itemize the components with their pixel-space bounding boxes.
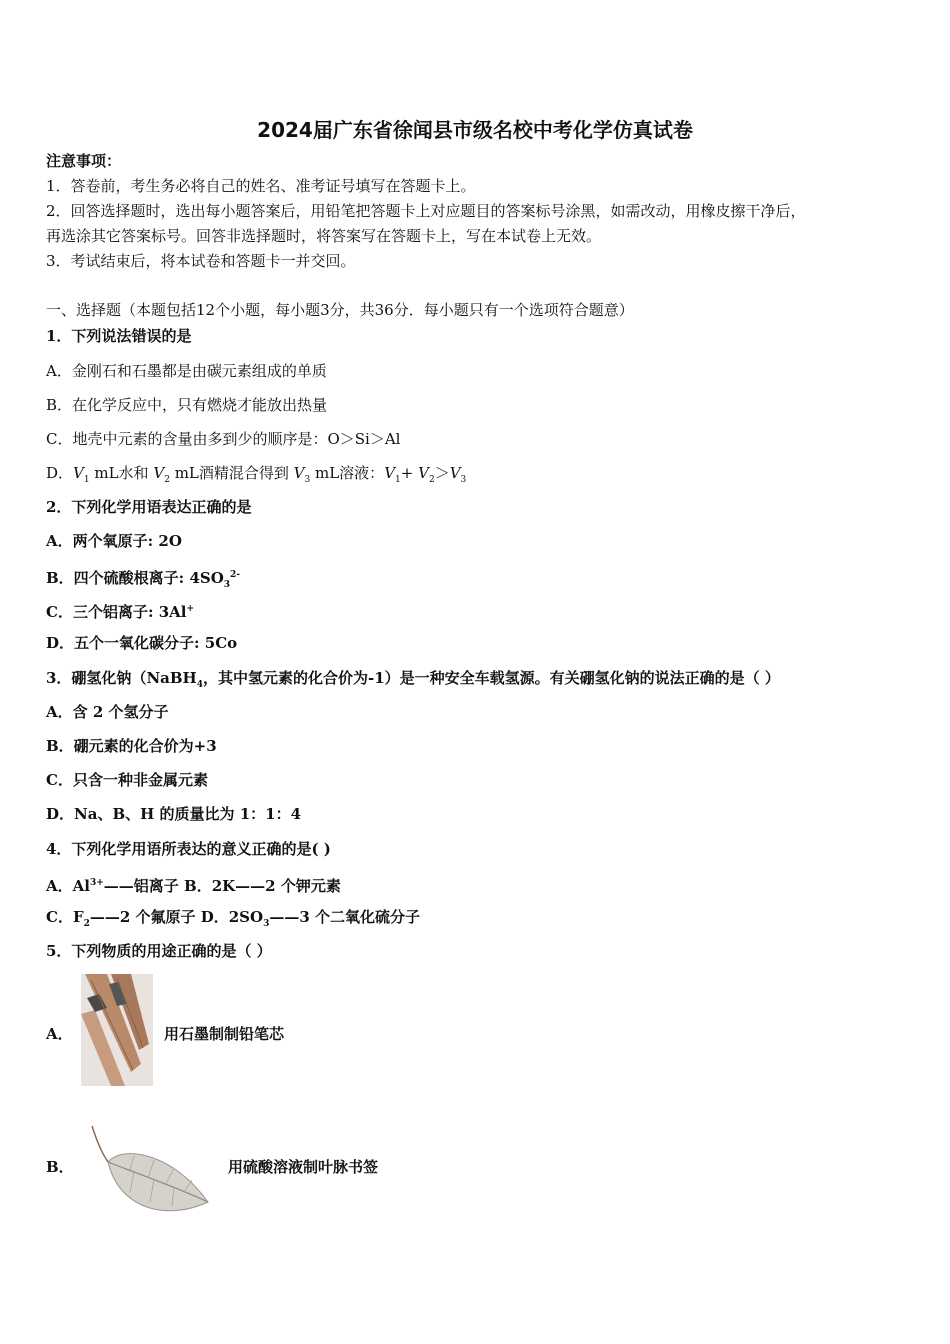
leaf-vein-image xyxy=(74,1124,214,1224)
q5-option-a-text: 用石墨制制铅笔芯 xyxy=(164,1025,285,1043)
q3-option-d: D．Na、B、H 的质量比为 1：1：4 xyxy=(46,805,302,823)
pencils-image xyxy=(81,974,153,1086)
q3-option-c: C．只含一种非金属元素 xyxy=(46,771,208,789)
q5-option-b-label: B． xyxy=(46,1158,74,1176)
q1-option-a: A．金刚石和石墨都是由碳元素组成的单质 xyxy=(46,362,327,380)
q1-option-c: C．地壳中元素的含量由多到少的顺序是：O＞Si＞Al xyxy=(46,430,401,448)
q5-stem: 5．下列物质的用途正确的是（ ） xyxy=(46,942,272,960)
notice-item-2: 2．回答选择题时，选出每小题答案后，用铅笔把答题卡上对应题目的答案标号涂黑，如需改动，用橡皮擦干净后， xyxy=(46,202,806,220)
q4-options-cd: C．$F_2——2$ 个氟原子 D．$2SO_3——3$ 个二氧化硫分子 xyxy=(46,908,421,929)
notice-item-3: 3．考试结束后，将本试卷和答题卡一并交回。 xyxy=(46,252,356,270)
q5-option-b-text: 用硫酸溶液制叶脉书签 xyxy=(228,1158,379,1176)
q1-option-b: B．在化学反应中，只有燃烧才能放出热量 xyxy=(46,396,328,414)
q3-option-b: B．硼元素的化合价为+3 xyxy=(46,737,217,755)
q1-stem: 1．下列说法错误的是 xyxy=(46,327,192,345)
q5-option-a-label: A． xyxy=(46,1025,73,1043)
q2-option-c: C．三个铝离子: 3Al+ xyxy=(46,603,195,621)
q2-option-d: D．五个一氧化碳分子: 5Co xyxy=(46,634,238,652)
q2-option-b: B．四个硫酸根离子: $4SO_3^{2-}$ xyxy=(46,569,241,590)
q1-option-d: D．$V_1$ mL水和 $V_2$ mL酒精混合得到 $V_3$ mL溶液：$V_1+ V_2>V_3$ xyxy=(46,464,467,485)
notice-item-1: 1．答卷前，考生务必将自己的姓名、准考证号填写在答题卡上。 xyxy=(46,177,476,195)
notice-item-2-cont: 再选涂其它答案标号。回答非选择题时，将答案写在答题卡上，写在本试卷上无效。 xyxy=(46,227,602,245)
q3-option-a: A．含 2 个氢分子 xyxy=(46,703,169,721)
page-title: 2024届广东省徐闻县市级名校中考化学仿真试卷 xyxy=(257,118,693,142)
q2-stem: 2．下列化学用语表达正确的是 xyxy=(46,498,252,516)
section-heading: 一、选择题（本题包括12个小题，每小题3分，共36分．每小题只有一个选项符合题意） xyxy=(46,301,634,319)
notice-heading: 注意事项： xyxy=(46,152,122,170)
q4-options-ab: A．$Al^{3+}——$铝离子 B．2K——2 个钾元素 xyxy=(46,877,341,895)
q2-option-a: A．两个氧原子: 2O xyxy=(46,532,182,550)
q3-stem: 3．硼氢化钠（NaBH$_4$，其中氢元素的化合价为-1）是一种安全车载氢源。有关硼氢化钠的说法正确的是（ ） xyxy=(46,669,780,690)
q4-stem: 4．下列化学用语所表达的意义正确的是( ) xyxy=(46,840,331,858)
